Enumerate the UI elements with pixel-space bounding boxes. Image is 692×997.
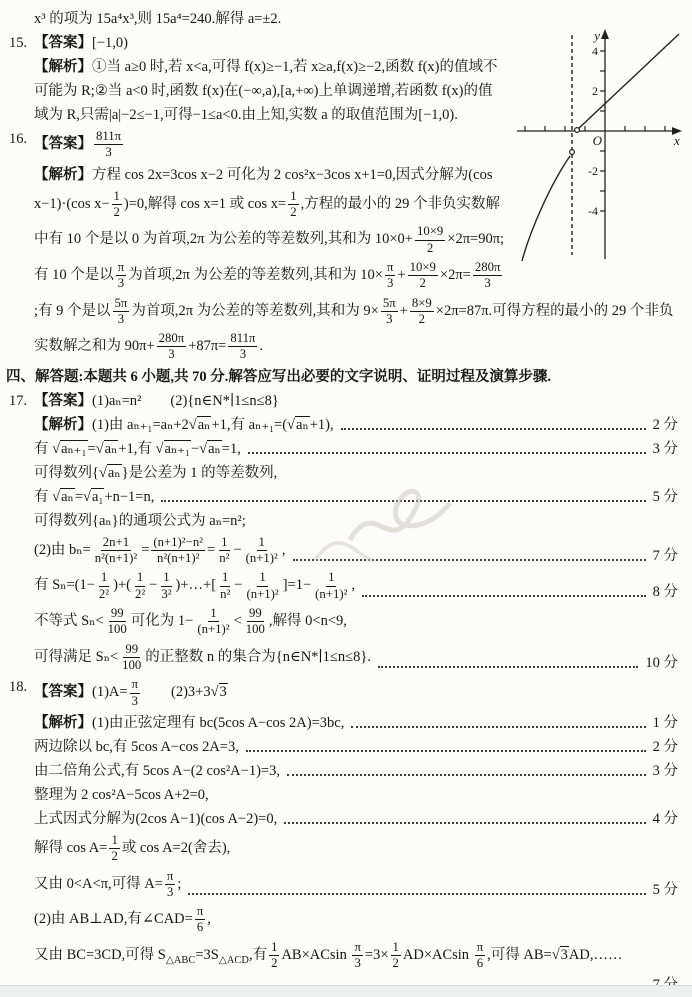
answer-line: [0, 127, 684, 163]
radicand: aₙ: [208, 440, 221, 457]
solution-line: [0, 783, 684, 807]
line-text: 【答案】[−1,0): [34, 35, 128, 51]
dotted-leader: [362, 595, 646, 597]
question-number: 15.: [9, 35, 28, 51]
solution-line: [0, 902, 684, 938]
line-text: 可得数列{√aₙ}是公差为 1 的等差数列,: [34, 464, 278, 481]
bold-label: 【答案】: [34, 392, 92, 409]
line-text: 有 √aₙ=√a₁+n−1=n,: [34, 488, 155, 505]
dotted-leader: [378, 666, 638, 668]
fraction: $\frac{99}{100}$: [107, 606, 127, 637]
fraction: $\frac{1}{\text{(n+1)²}}$: [315, 570, 348, 601]
score-label: 2 分: [652, 738, 678, 755]
line-text: 有 √aₙ₊₁=√aₙ+1,有 √aₙ₊₁−√aₙ=1,: [34, 440, 241, 457]
bold-label: 【解析】: [34, 714, 92, 731]
score-label: 1 分: [652, 714, 678, 731]
fraction: $\frac{\pi}{6}$: [196, 904, 204, 935]
fraction: $\frac{8\times 9}{2}$: [411, 295, 432, 326]
bold-label: 【答案】: [34, 35, 92, 51]
solution-line: [0, 604, 684, 640]
radicand: aₙ: [197, 416, 211, 433]
solution-line: [0, 485, 684, 509]
answer-line: [0, 675, 684, 711]
line-text: 由二倍角公式,有 5cos A−(2 cos²A−1)=3,: [34, 762, 280, 779]
line-text: 整理为 2 cos²A−5cos A+2=0,: [34, 786, 209, 803]
origin-label: O: [592, 133, 602, 148]
section-header: [0, 365, 684, 389]
answer-line: [0, 389, 684, 413]
y-tick-label: -4: [588, 204, 598, 218]
line-text: 【答案】(1)A= $\frac{\pi}{3}$ (2)3+3√3: [34, 677, 227, 708]
fraction: $\frac{1}{\text{3²}}$: [161, 570, 172, 601]
fraction: $\frac{5\pi}{3}$: [382, 295, 396, 326]
fraction: $\frac{\pi}{3}$: [131, 677, 138, 708]
dotted-leader: [246, 750, 646, 752]
line-text: 【解析】方程 cos 2x=3cos x−2 可化为 2 cos²x−3cos x+1=0,因式分解为(cos x−1)·(cos x− $\frac{1}{2}$ )=0,解得 cos x=1 或 cos x= $\frac{1}{2}$ ,方程的最小的 29 个非负实数解中有 10 个是以 0 为首项,2π 为公差的等差数列,其和为 10×0+ $\frac{10\times 9}{2}$ ×2π=90π;有 10 个是以 $\frac{\pi}{3}$ 为首项,2π 为公差的等差数列,其和为 10× $\frac{\pi}{3}$ + $\frac{10\times 9}{2}$ ×2π= $\frac{280\pi}{3}$ ;有 9 个是以 $\frac{5\pi}{3}$ 为首项,2π 为公差的等差数列,其和为 9× $\frac{5\pi}{3}$ + $\frac{8\times 9}{2}$ ×2π=87π.可得方程的最小的 29 个非负实数解之和为 90π+ $\frac{280\pi}{3}$ +87π= $\frac{811\pi}{3}$ .: [34, 166, 674, 362]
line-text: [34, 129, 125, 160]
fraction: $\frac{\text{(n+1)²−n²}}{\text{n²(n+1)²}}$: [153, 534, 204, 566]
fraction: $\frac{10\times 9}{2}$: [409, 259, 436, 291]
solution-line: [0, 938, 684, 974]
solution-line: [0, 831, 684, 867]
line-text: (2)由 bₙ= $\frac{2n+1}{\text{n²(n+1)²}}$ = $\frac{\text{(n+1)²−n²}}{\text{n²(n+1)²}}$ = $\frac{1}{\text{n²}}$ − $\frac{1}{\text{(n+1)²}}$ ,: [34, 534, 286, 566]
score-label: 5 分: [652, 882, 678, 899]
fraction: $\frac{1}{\text{n²}}$: [220, 570, 231, 601]
bold-label: 【解析】: [34, 59, 92, 75]
fraction: $\frac{1}{2}$: [271, 939, 278, 971]
question-number: 16.: [9, 131, 28, 147]
fraction: $\frac{1}{2}$: [111, 832, 118, 864]
fraction: $\frac{\pi}{3}$: [354, 939, 361, 971]
dotted-leader: [188, 893, 645, 895]
dotted-leader: [248, 452, 646, 454]
fraction: $\frac{1}{\text{(n+1)²}}$: [197, 606, 230, 637]
y-axis-label: y: [594, 28, 600, 43]
radicand: 3: [219, 684, 227, 701]
bold-label: 【答案】: [34, 684, 92, 701]
radicand: a₁: [91, 488, 104, 505]
radicand: aₙ₊₁: [61, 440, 87, 457]
fraction: $\frac{1}{\text{2²}}$: [134, 570, 146, 601]
line-text: 又由 0<A<π,可得 A= $\frac{\pi}{3}$ ;: [34, 868, 182, 899]
fraction: $\frac{280\pi}{3}$: [158, 331, 185, 362]
solution-line: [0, 807, 684, 831]
line-text: 不等式 Sₙ< $\frac{99}{100}$ 可化为 1− $\frac{1}{\text{(n+1)²}}$ < $\frac{99}{100}$ ,解得 0<n<9,: [34, 606, 347, 637]
dotted-leader: [287, 774, 646, 776]
fraction: $\frac{1}{\text{(n+1)²}}$: [246, 570, 279, 601]
score-label: 10 分: [645, 655, 678, 672]
fraction: $\frac{\pi}{3}$: [117, 259, 125, 291]
solution-line: [0, 735, 684, 759]
line-text: (2)由 AB⊥AD,有∠CAD= $\frac{\pi}{6}$ ,: [34, 904, 211, 935]
line-text: 四、解答题:本题共 6 小题,共 70 分.解答应写出必要的文字说明、证明过程及演算步骤.: [6, 368, 551, 385]
subscript: △ABC: [165, 954, 196, 966]
score-label: 3 分: [652, 440, 678, 457]
bold-label: 【答案】: [34, 136, 92, 153]
fraction: $\frac{280\pi}{3}$: [474, 259, 501, 291]
line-text: 上式因式分解为(2cos A−1)(cos A−2)=0,: [34, 810, 278, 827]
dotted-leader: [293, 559, 646, 561]
fraction: $\frac{1}{\text{2²}}$: [98, 570, 110, 601]
radicand: 3: [560, 946, 568, 963]
solution-line: [0, 55, 684, 127]
score-label: 7 分: [652, 548, 678, 565]
line-text: 【解析】(1)由正弦定理有 bc(5cos A−cos 2A)=3bc,: [34, 714, 345, 731]
radicand: aₙ: [104, 440, 118, 457]
line-text: 有 Sₙ=(1− $\frac{1}{\text{2²}}$ )+( $\frac{1}{\text{2²}}$ − $\frac{1}{\text{3²}}$ )+…+[ $\frac{1}{\text{n²}}$ − $\frac{1}{\text{(n+1)²}}$ ]=1− $\frac{1}{\text{(n+1)²}}$ ,: [34, 570, 356, 601]
radicand: aₙ: [61, 488, 74, 505]
solution-line: [0, 533, 684, 569]
x-axis-label: x: [674, 133, 680, 148]
score-label: 2 分: [652, 416, 678, 433]
solution-line: [0, 509, 684, 533]
solution-line: [0, 461, 684, 485]
line-text: 可得满足 Sₙ< $\frac{99}{100}$ 的正整数 n 的集合为{n∈N*∣1≤n≤8}.: [34, 641, 371, 672]
solution-line: [0, 413, 684, 437]
solution-line: [0, 568, 684, 604]
fraction: $\frac{1}{2}$: [113, 188, 120, 219]
solution-line: [0, 711, 684, 735]
fraction: $\frac{\pi}{3}$: [386, 259, 394, 291]
solution-line: [0, 163, 684, 365]
fraction: $\frac{\pi}{3}$: [166, 868, 174, 899]
question-number: 17.: [9, 392, 28, 409]
score-label: 8 分: [652, 584, 678, 600]
y-tick-label: 2: [592, 84, 598, 98]
line-text: 解得 cos A= $\frac{1}{2}$ 或 cos A=2(舍去),: [34, 832, 231, 864]
fraction: $\frac{811\pi}{3}$: [230, 331, 256, 362]
line-text: 又由 BC=3CD,可得 $S_{\triangle ABC}=3S_{\triangle ACD}$,有 $\frac{1}{2}$ AB×ACsin $\frac{\pi}{3}$ =3× $\frac{1}{2}$ AD×ACsin $\frac{\pi}{6}$ ,可得 AB=√3AD,……: [34, 939, 623, 971]
fraction: $\frac{99}{100}$: [245, 606, 265, 637]
fraction: $\frac{99}{100}$: [122, 641, 142, 672]
document-lines: [0, 7, 684, 997]
line-text: 可得数列{aₙ}的通项公式为 aₙ=n²;: [34, 512, 246, 529]
fraction: $\frac{10\times 9}{2}$: [416, 224, 444, 255]
fraction: $\frac{2n+1}{\text{n²(n+1)²}}$: [94, 534, 138, 566]
solution-line: [0, 759, 684, 783]
fraction: $\frac{1}{\text{(n+1)²}}$: [245, 534, 278, 566]
solution-line: [0, 7, 684, 31]
radicand: aₙ: [107, 464, 121, 481]
line-text: 【答案】(1)aₙ=n² (2){n∈N*∣1≤n≤8}: [34, 392, 279, 409]
fraction: $\frac{\pi}{6}$: [476, 939, 484, 971]
score-label: 3 分: [652, 762, 678, 779]
solution-line: [0, 640, 684, 676]
line-text: 两边除以 bc,有 5cos A−cos 2A=3,: [34, 738, 239, 755]
dotted-leader: [284, 822, 645, 824]
fraction: $\frac{5\pi}{3}$: [114, 295, 128, 326]
fraction: $\frac{811\pi}{3}$: [96, 129, 122, 160]
bold-label: 【解析】: [34, 166, 92, 183]
line-text: 【解析】(1)由 aₙ₊₁=aₙ+2√aₙ+1,有 aₙ₊₁=(√aₙ+1),: [34, 416, 334, 433]
fraction: $\frac{1}{\text{n²}}$: [219, 534, 230, 566]
line-text: x³ 的项为 15a⁴x³,则 15a⁴=240.解得 a=±2.: [34, 11, 282, 27]
dotted-leader: [351, 726, 645, 728]
line-text: 【解析】①当 a≥0 时,若 x<a,可得 f(x)≥−1,若 x≥a,f(x)≥−2,函数 f(x)的值域不可能为 R;②当 a<0 时,函数 f(x)在(−∞,a),[a,+∞)上单调递增,若函数 f(x)的值域为 R,只需|a|−2≤−1,可得−1≤a<0.由上知,实数 a 的取值范围为[−1,0).: [34, 59, 498, 123]
score-label: 4 分: [652, 810, 678, 827]
radicand: aₙ₊₁: [164, 440, 190, 457]
bold-label: 【解析】: [34, 416, 92, 433]
dotted-leader: [341, 428, 646, 430]
solution-line: [0, 867, 684, 903]
y-tick-label: 4: [592, 44, 598, 58]
fraction: $\frac{1}{2}$: [290, 188, 297, 219]
answer-line: [0, 31, 684, 55]
question-number: 18.: [9, 679, 28, 696]
subscript: △ACD: [218, 954, 249, 966]
scan-edge-bar: [0, 985, 692, 997]
score-label: 5 分: [652, 488, 678, 505]
radicand: aₙ: [296, 416, 309, 433]
y-tick-label: -2: [588, 164, 598, 178]
solution-line: [0, 437, 684, 461]
fraction: $\frac{1}{2}$: [392, 939, 399, 971]
dotted-leader: [161, 500, 645, 502]
